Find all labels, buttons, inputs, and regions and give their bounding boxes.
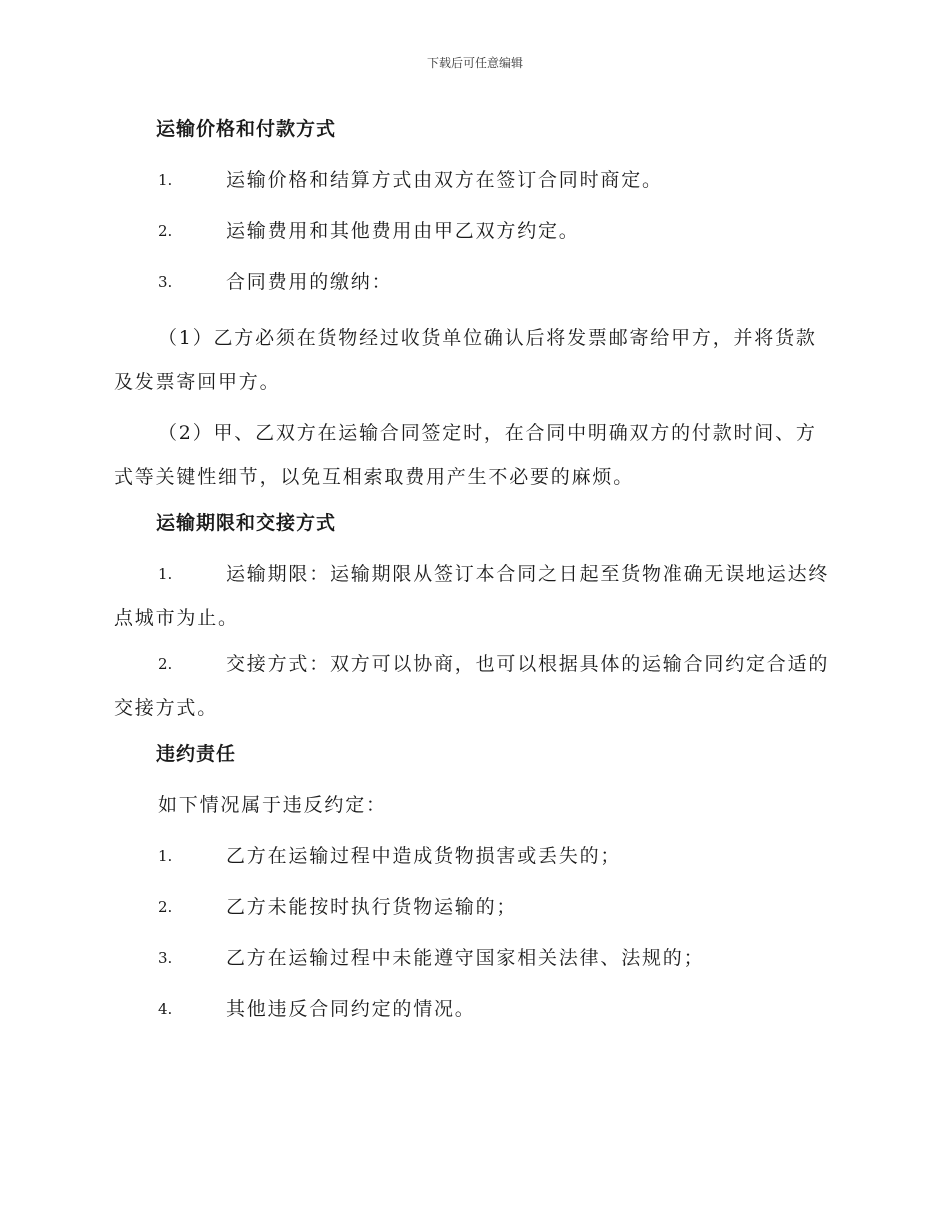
list-item	[114, 839, 836, 873]
list-item	[114, 890, 836, 924]
section-heading-liability: 违约责任	[156, 743, 237, 765]
section-heading-pricing: 运输价格和付款方式	[156, 118, 337, 140]
list-item	[114, 552, 836, 640]
list-item	[114, 992, 836, 1026]
list-text: 运输价格和结算方式由双方在签订合同时商定。	[226, 169, 663, 191]
list-item	[114, 265, 836, 299]
list-number: 1.	[158, 565, 173, 583]
list-text: 交接方式：双方可以协商，也可以根据具体的运输合同约定合适的交接方式。	[114, 653, 830, 719]
document-body	[114, 112, 836, 1043]
section-heading-delivery: 运输期限和交接方式	[156, 512, 337, 534]
list-item	[114, 941, 836, 975]
page-header: 下载后可任意编辑	[426, 56, 523, 70]
list-item	[114, 163, 836, 197]
list-number: 2.	[158, 655, 173, 673]
list-number: 4.	[158, 1000, 173, 1018]
intro-text: 如下情况属于违反约定：	[158, 794, 387, 816]
list-item	[114, 214, 836, 248]
list-number: 2.	[158, 898, 173, 916]
list-text: 乙方未能按时执行货物运输的；	[226, 896, 518, 918]
list-text: 运输费用和其他费用由甲乙双方约定。	[226, 220, 580, 242]
list-number: 1.	[158, 847, 173, 865]
list-number: 3.	[158, 273, 173, 291]
list-text: 乙方在运输过程中造成货物损害或丢失的；	[226, 845, 622, 867]
list-text: 合同费用的缴纳：	[226, 271, 393, 293]
list-number: 1.	[158, 171, 173, 189]
list-text: 运输期限：运输期限从签订本合同之日起至货物准确无误地运达终点城市为止。	[114, 563, 830, 629]
sub-paragraph: （1）乙方必须在货物经过收货单位确认后将发票邮寄给甲方，并将货款及发票寄回甲方。	[114, 327, 817, 393]
list-number: 3.	[158, 949, 173, 967]
list-number: 2.	[158, 222, 173, 240]
sub-paragraph: （2）甲、乙双方在运输合同签定时，在合同中明确双方的付款时间、方式等关键性细节，以免互相索取费用产生不必要的麻烦。	[114, 422, 817, 488]
list-text: 乙方在运输过程中未能遵守国家相关法律、法规的；	[226, 947, 705, 969]
list-text: 其他违反合同约定的情况。	[226, 998, 476, 1020]
list-item	[114, 642, 836, 730]
